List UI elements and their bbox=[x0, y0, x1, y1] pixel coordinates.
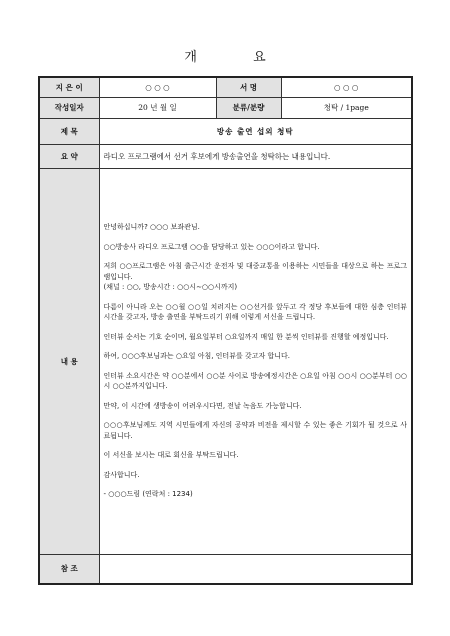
summary-value: 라디오 프로그램에서 선거 후보에게 방송출연을 청탁하는 내용입니다. bbox=[99, 144, 412, 168]
category-label: 분류/분량 bbox=[216, 97, 281, 118]
date-value: 20 년 월 일 bbox=[99, 97, 216, 118]
body-paragraph: 만약, 이 시간에 생방송이 어려우시다면, 전날 녹음도 가능합니다. bbox=[103, 401, 302, 410]
date-row bbox=[39, 97, 412, 118]
signature-value: ○ ○ ○ bbox=[281, 77, 412, 97]
applicant-label: 지 은 이 bbox=[39, 77, 99, 97]
body-paragraph: 하여, ○○○후보님과는 ○요일 아침, 인터뷰를 갖고자 합니다. bbox=[103, 352, 290, 361]
body-paragraph: 안녕하십니까? ○○○ 보좌관님. bbox=[103, 223, 200, 232]
overview-form-table bbox=[38, 76, 413, 585]
content-row bbox=[39, 168, 412, 554]
signature-label: 서 명 bbox=[216, 77, 281, 97]
applicant-row bbox=[39, 77, 412, 97]
body-paragraph: 이 서신을 보시는 대로 회신을 부탁드립니다. bbox=[103, 451, 239, 460]
body-paragraph: ○○○후보님께도 지역 시민들에게 자신의 공약과 비전을 제시할 수 있는 좋은 기회가 될 것으로 사료됩니다. bbox=[103, 421, 407, 440]
content-label: 내 용 bbox=[39, 168, 99, 554]
body-paragraph: 감사합니다. bbox=[103, 470, 140, 479]
applicant-value: ○ ○ ○ bbox=[99, 77, 216, 97]
body-paragraph: - ○○○드림 (연락처 : 1234) bbox=[103, 490, 193, 499]
body-paragraph: 인터뷰 순서는 기호 순이며, 월요일부터 ○요일까지 매일 한 분씩 인터뷰를 진행할 예정입니다. bbox=[103, 332, 389, 341]
reference-label: 참 조 bbox=[39, 554, 99, 584]
reference-value bbox=[99, 554, 412, 584]
summary-row bbox=[39, 144, 412, 168]
content-body bbox=[99, 168, 412, 554]
date-label: 작성일자 bbox=[39, 97, 99, 118]
summary-label: 요 약 bbox=[39, 144, 99, 168]
subject-value: 방송 출연 섭외 청탁 bbox=[99, 118, 412, 144]
category-value: 청탁 / 1page bbox=[281, 97, 412, 118]
body-paragraph: ○○방송사 라디오 프로그램 ○○을 담당하고 있는 ○○○이라고 합니다. bbox=[103, 242, 320, 251]
subject-row bbox=[39, 118, 412, 144]
body-paragraph: 저희 ○○프로그램은 아침 출근시간 운전자 및 대중교통을 이용하는 시민들을 대상으로 하는 프로그램입니다. (채널 : ○○, 방송시간 : ○○시∼○○시까지) bbox=[103, 262, 407, 292]
body-paragraph: 인터뷰 소요시간은 약 ○○분에서 ○○분 사이로 방송예정시간은 ○요일 아침 ○○시 ○○분부터 ○○시 ○○분까지입니다. bbox=[103, 371, 407, 391]
reference-row bbox=[39, 554, 412, 584]
body-paragraph: 다름이 아니라 오는 ○○월 ○○일 치러지는 ○○선거를 앞두고 각 정당 후보들에 대한 심층 인터뷰 시간을 갖고자, 방송 출연을 부탁드리기 위해 이렇게 서신을 드립니다. bbox=[103, 302, 407, 322]
subject-label: 제 목 bbox=[39, 118, 99, 144]
document-title: 개 요 bbox=[184, 50, 292, 65]
